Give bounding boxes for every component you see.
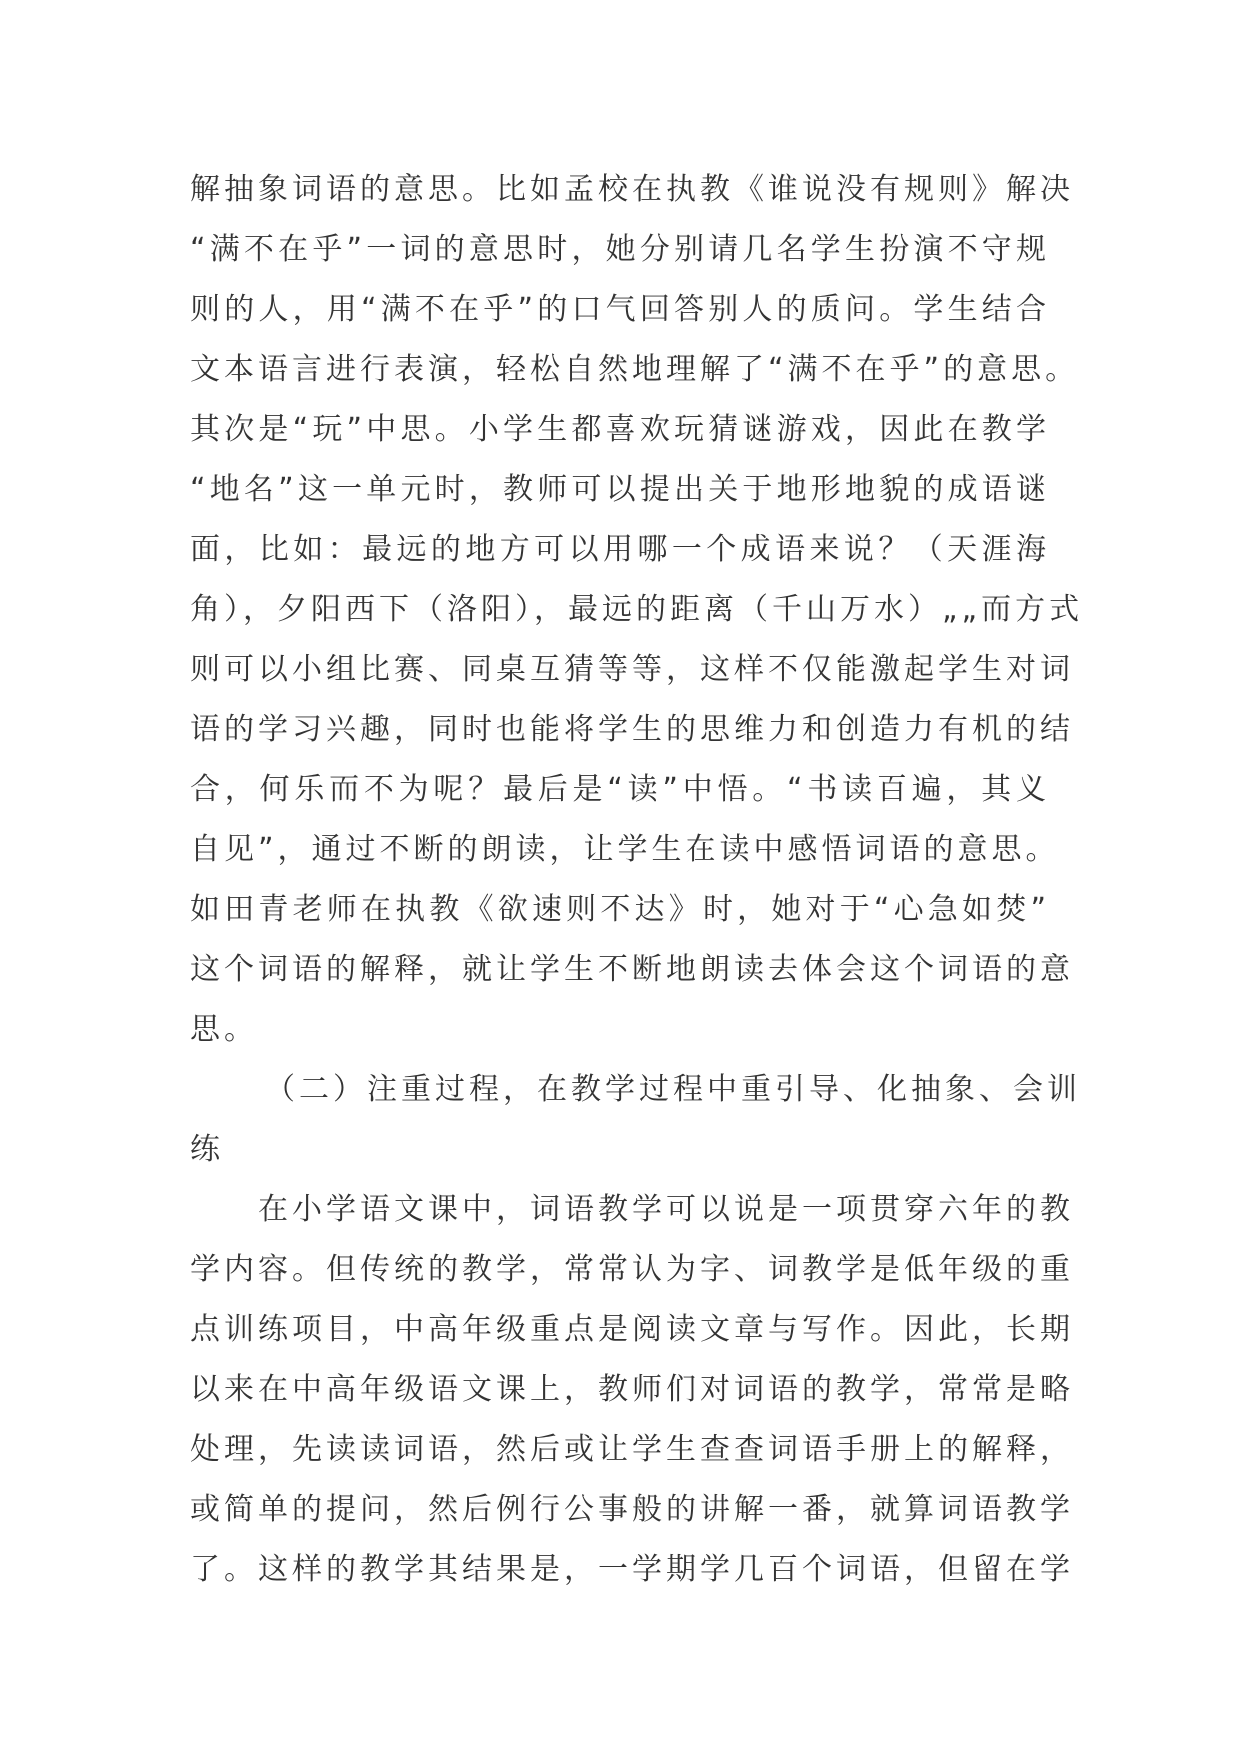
- text-line: 面，比如：最远的地方可以用哪一个成语来说？（天涯海: [190, 532, 1050, 567]
- paragraph-first-line: 在小学语文课中，词语教学可以说是一项贯穿六年的教: [258, 1192, 1074, 1227]
- text-line: 其次是“玩”中思。小学生都喜欢玩猜谜游戏，因此在教学: [190, 412, 1050, 447]
- text-line: 这个词语的解释，就让学生不断地朗读去体会这个词语的意: [190, 952, 1074, 987]
- text-line: 学内容。但传统的教学，常常认为字、词教学是低年级的重: [190, 1252, 1074, 1287]
- text-line: 则的人，用“满不在乎”的口气回答别人的质问。学生结合: [190, 292, 1050, 327]
- text-line: 角），夕阳西下（洛阳），最远的距离（千山万水）„„而方式: [190, 592, 1084, 627]
- text-line: 思。: [190, 1012, 258, 1047]
- text-line: 了。这样的教学其结果是，一学期学几百个词语，但留在学: [190, 1552, 1074, 1587]
- text-line: 或简单的提问，然后例行公事般的讲解一番，就算词语教学: [190, 1492, 1074, 1527]
- text-line: 以来在中高年级语文课上，教师们对词语的教学，常常是略: [190, 1372, 1074, 1407]
- document-body: [190, 160, 1084, 1600]
- text-line: 处理，先读读词语，然后或让学生查查词语手册上的解释，: [190, 1432, 1074, 1467]
- section-heading: （二）注重过程，在教学过程中重引导、化抽象、会训: [265, 1072, 1081, 1107]
- text-line: 则可以小组比赛、同桌互猜等等，这样不仅能激起学生对词: [190, 652, 1074, 687]
- text-line: 点训练项目，中高年级重点是阅读文章与写作。因此，长期: [190, 1312, 1074, 1347]
- text-line: “地名”这一单元时，教师可以提出关于地形地貌的成语谜: [190, 472, 1050, 507]
- text-line: 自见”，通过不断的朗读，让学生在读中感悟词语的意思。: [190, 832, 1060, 867]
- text-line: “满不在乎”一词的意思时，她分别请几名学生扮演不守规: [190, 232, 1050, 267]
- text-line: 解抽象词语的意思。比如孟校在执教《谁说没有规则》解决: [190, 172, 1074, 207]
- text-line: 合，何乐而不为呢？最后是“读”中悟。“书读百遍，其义: [190, 772, 1050, 807]
- text-line: 语的学习兴趣，同时也能将学生的思维力和创造力有机的结: [190, 712, 1074, 747]
- section-heading-continued: 练: [190, 1132, 224, 1167]
- text-line: 文本语言进行表演，轻松自然地理解了“满不在乎”的意思。: [190, 352, 1080, 387]
- text-line: 如田青老师在执教《欲速则不达》时，她对于“心急如焚”: [190, 892, 1050, 927]
